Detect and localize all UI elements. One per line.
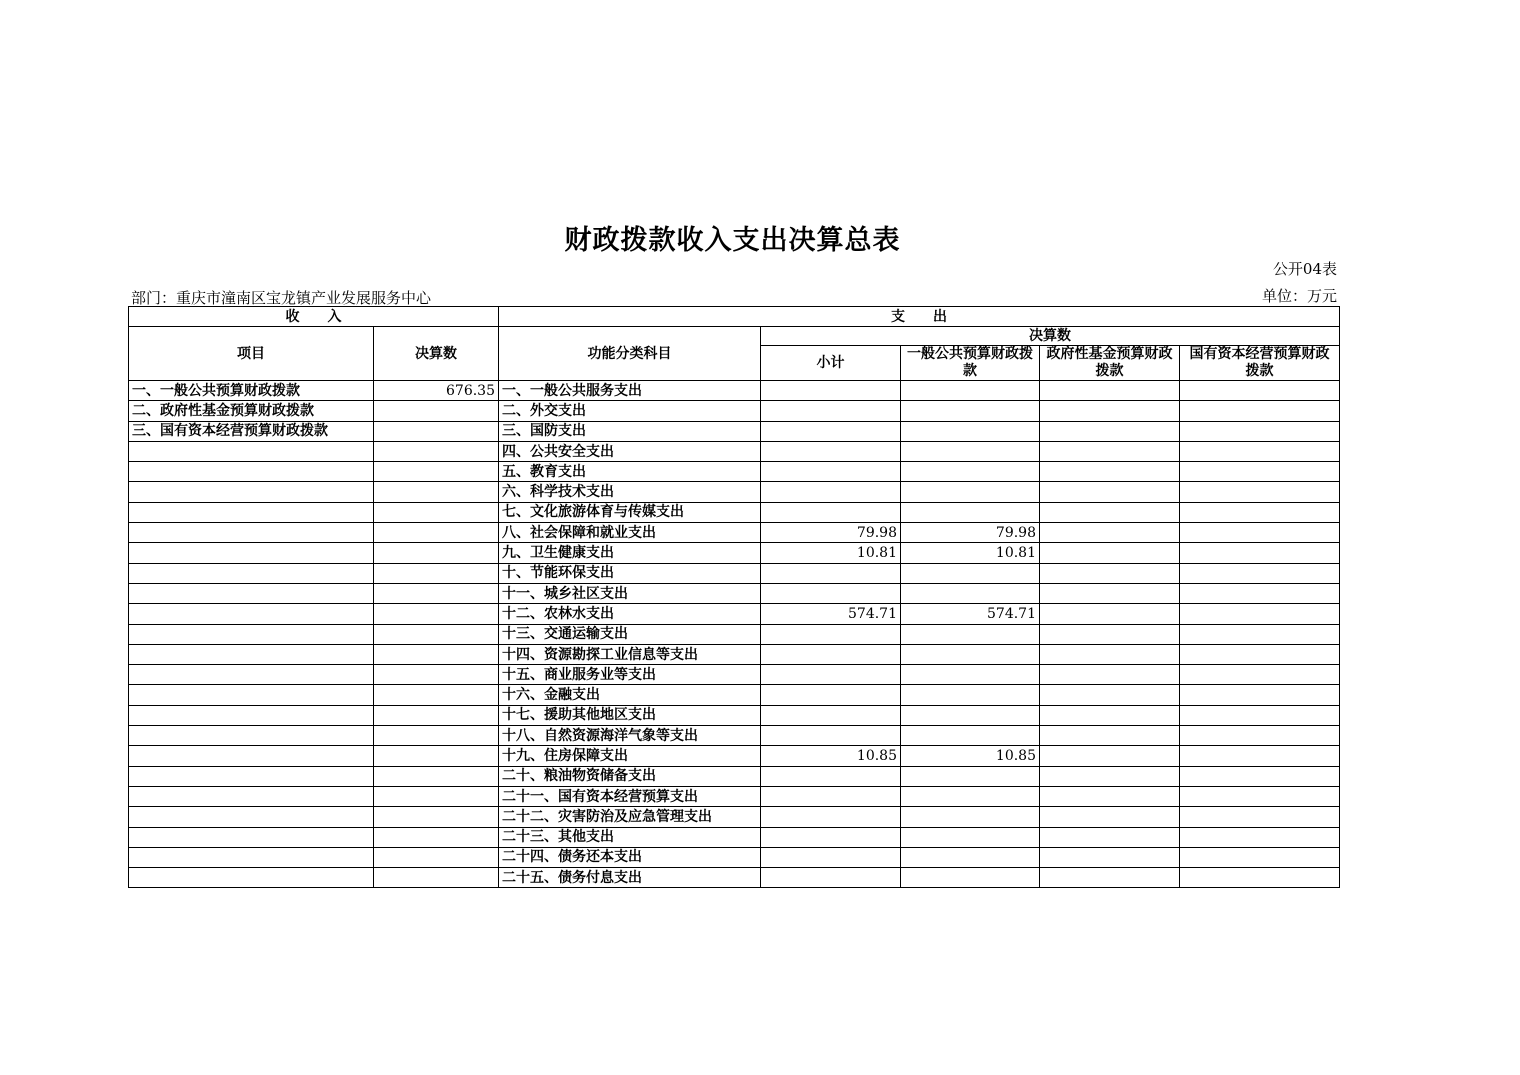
category-cell: 五、教育支出 (499, 462, 761, 482)
state-capital-cell (1180, 847, 1340, 867)
general-budget-cell (901, 381, 1040, 401)
subtotal-cell (761, 644, 901, 664)
state-capital-cell (1180, 827, 1340, 847)
subtotal-cell (761, 868, 901, 888)
general-budget-cell (901, 726, 1040, 746)
state-capital-cell (1180, 421, 1340, 441)
table-row (129, 827, 1340, 847)
subtotal-cell (761, 401, 901, 421)
item-cell (129, 482, 374, 502)
category-cell: 十八、自然资源海洋气象等支出 (499, 726, 761, 746)
amount-cell: 676.35 (374, 381, 499, 401)
subtotal-cell: 10.85 (761, 746, 901, 766)
gov-fund-cell (1040, 644, 1180, 664)
subtotal-cell (761, 381, 901, 401)
gov-fund-cell (1040, 482, 1180, 502)
budget-table (128, 306, 1340, 888)
gov-fund-cell (1040, 563, 1180, 583)
amount-cell (374, 462, 499, 482)
income-header: 收 入 (129, 307, 499, 327)
page-title: 财政拨款收入支出决算总表 (564, 225, 901, 256)
subtotal-cell (761, 766, 901, 786)
state-capital-cell (1180, 604, 1340, 624)
general-budget-cell: 79.98 (901, 523, 1040, 543)
subtotal-cell (761, 563, 901, 583)
category-cell: 十二、农林水支出 (499, 604, 761, 624)
subtotal-cell (761, 482, 901, 502)
state-capital-cell (1180, 381, 1340, 401)
subtotal-cell (761, 583, 901, 603)
table-row (129, 726, 1340, 746)
item-cell (129, 868, 374, 888)
category-cell: 四、公共安全支出 (499, 441, 761, 461)
gov-fund-cell (1040, 624, 1180, 644)
state-capital-cell (1180, 482, 1340, 502)
category-cell: 十五、商业服务业等支出 (499, 665, 761, 685)
state-capital-cell (1180, 766, 1340, 786)
gov-fund-cell (1040, 726, 1180, 746)
table-row (129, 868, 1340, 888)
gov-fund-cell (1040, 786, 1180, 806)
amount-cell (374, 786, 499, 806)
subtotal-cell (761, 502, 901, 522)
state-capital-cell (1180, 786, 1340, 806)
category-cell: 八、社会保障和就业支出 (499, 523, 761, 543)
subtotal-header: 小计 (761, 346, 901, 381)
category-cell: 九、卫生健康支出 (499, 543, 761, 563)
table-row (129, 543, 1340, 563)
category-cell: 十六、金融支出 (499, 685, 761, 705)
general-budget-cell (901, 441, 1040, 461)
table-row (129, 705, 1340, 725)
unit-label: 单位：万元 (1261, 287, 1337, 305)
state-capital-cell (1180, 441, 1340, 461)
gov-fund-cell (1040, 665, 1180, 685)
table-row (129, 766, 1340, 786)
item-cell (129, 726, 374, 746)
gov-fund-cell (1040, 401, 1180, 421)
gov-fund-cell (1040, 847, 1180, 867)
item-cell (129, 665, 374, 685)
subtotal-cell: 79.98 (761, 523, 901, 543)
general-budget-header: 一般公共预算财政拨款 (901, 346, 1040, 381)
subtotal-cell (761, 441, 901, 461)
state-capital-header: 国有资本经营预算财政拨款 (1180, 346, 1340, 381)
general-budget-cell (901, 827, 1040, 847)
final-amount-header: 决算数 (374, 327, 499, 381)
item-header: 项目 (129, 327, 374, 381)
general-budget-cell (901, 644, 1040, 664)
amount-cell (374, 543, 499, 563)
amount-cell (374, 847, 499, 867)
item-cell (129, 847, 374, 867)
header-row-2 (129, 327, 1340, 346)
table-row (129, 502, 1340, 522)
amount-cell (374, 523, 499, 543)
item-cell (129, 523, 374, 543)
category-cell: 十七、援助其他地区支出 (499, 705, 761, 725)
item-cell (129, 502, 374, 522)
state-capital-cell (1180, 644, 1340, 664)
gov-fund-cell (1040, 543, 1180, 563)
amount-cell (374, 563, 499, 583)
subtotal-cell (761, 847, 901, 867)
category-cell: 十、节能环保支出 (499, 563, 761, 583)
amount-cell (374, 868, 499, 888)
general-budget-cell: 10.85 (901, 746, 1040, 766)
amount-cell (374, 421, 499, 441)
subtotal-cell (761, 421, 901, 441)
table-row (129, 786, 1340, 806)
gov-fund-cell (1040, 807, 1180, 827)
amount-cell (374, 746, 499, 766)
item-cell: 一、一般公共预算财政拨款 (129, 381, 374, 401)
state-capital-cell (1180, 462, 1340, 482)
category-cell: 二十三、其他支出 (499, 827, 761, 847)
amount-cell (374, 685, 499, 705)
general-budget-cell (901, 624, 1040, 644)
amount-cell (374, 665, 499, 685)
category-cell: 七、文化旅游体育与传媒支出 (499, 502, 761, 522)
amount-cell (374, 624, 499, 644)
table-row (129, 462, 1340, 482)
amount-cell (374, 441, 499, 461)
table-row (129, 563, 1340, 583)
gov-fund-header: 政府性基金预算财政拨款 (1040, 346, 1180, 381)
item-cell (129, 644, 374, 664)
amount-cell (374, 766, 499, 786)
gov-fund-cell (1040, 583, 1180, 603)
gov-fund-cell (1040, 868, 1180, 888)
amount-cell (374, 482, 499, 502)
gov-fund-cell (1040, 705, 1180, 725)
state-capital-cell (1180, 726, 1340, 746)
table-row (129, 807, 1340, 827)
table-row (129, 441, 1340, 461)
table-row (129, 847, 1340, 867)
gov-fund-cell (1040, 746, 1180, 766)
state-capital-cell (1180, 523, 1340, 543)
table-row (129, 665, 1340, 685)
state-capital-cell (1180, 746, 1340, 766)
item-cell (129, 563, 374, 583)
state-capital-cell (1180, 583, 1340, 603)
general-budget-cell (901, 786, 1040, 806)
category-cell: 二、外交支出 (499, 401, 761, 421)
gov-fund-cell (1040, 604, 1180, 624)
category-cell: 三、国防支出 (499, 421, 761, 441)
category-cell: 一、一般公共服务支出 (499, 381, 761, 401)
expense-header: 支 出 (499, 307, 1340, 327)
item-cell (129, 746, 374, 766)
state-capital-cell (1180, 807, 1340, 827)
table-row (129, 482, 1340, 502)
table-row (129, 401, 1340, 421)
subtotal-cell (761, 827, 901, 847)
category-cell: 二十一、国有资本经营预算支出 (499, 786, 761, 806)
table-row (129, 685, 1340, 705)
gov-fund-cell (1040, 766, 1180, 786)
general-budget-cell (901, 847, 1040, 867)
item-cell (129, 583, 374, 603)
function-category-header: 功能分类科目 (499, 327, 761, 381)
gov-fund-cell (1040, 685, 1180, 705)
subtotal-cell (761, 685, 901, 705)
department-label: 部门：重庆市潼南区宝龙镇产业发展服务中心 (131, 289, 432, 307)
item-cell (129, 766, 374, 786)
gov-fund-cell (1040, 502, 1180, 522)
subtotal-cell (761, 624, 901, 644)
table-row (129, 746, 1340, 766)
amount-cell (374, 827, 499, 847)
state-capital-cell (1180, 665, 1340, 685)
amount-cell (374, 705, 499, 725)
general-budget-cell (901, 502, 1040, 522)
state-capital-cell (1180, 502, 1340, 522)
state-capital-cell (1180, 685, 1340, 705)
general-budget-cell (901, 807, 1040, 827)
item-cell: 三、国有资本经营预算财政拨款 (129, 421, 374, 441)
general-budget-cell (901, 462, 1040, 482)
amount-cell (374, 401, 499, 421)
subtotal-cell (761, 807, 901, 827)
amount-cell (374, 726, 499, 746)
state-capital-cell (1180, 563, 1340, 583)
state-capital-cell (1180, 624, 1340, 644)
state-capital-cell (1180, 705, 1340, 725)
category-cell: 十四、资源勘探工业信息等支出 (499, 644, 761, 664)
state-capital-cell (1180, 868, 1340, 888)
subtotal-cell: 10.81 (761, 543, 901, 563)
table-row (129, 381, 1340, 401)
item-cell (129, 624, 374, 644)
amount-cell (374, 502, 499, 522)
subtotal-cell (761, 462, 901, 482)
category-cell: 十九、住房保障支出 (499, 746, 761, 766)
item-cell (129, 462, 374, 482)
item-cell (129, 441, 374, 461)
category-cell: 二十、粮油物资储备支出 (499, 766, 761, 786)
category-cell: 六、科学技术支出 (499, 482, 761, 502)
general-budget-cell (901, 563, 1040, 583)
subtotal-cell: 574.71 (761, 604, 901, 624)
amount-cell (374, 604, 499, 624)
general-budget-cell (901, 868, 1040, 888)
amount-cell (374, 807, 499, 827)
general-budget-cell (901, 482, 1040, 502)
form-number: 公开04表 (1272, 260, 1337, 278)
category-cell: 二十二、灾害防治及应急管理支出 (499, 807, 761, 827)
header-row-1 (129, 307, 1340, 327)
gov-fund-cell (1040, 421, 1180, 441)
gov-fund-cell (1040, 381, 1180, 401)
table-row (129, 604, 1340, 624)
item-cell (129, 827, 374, 847)
subtotal-cell (761, 726, 901, 746)
state-capital-cell (1180, 401, 1340, 421)
table-row (129, 523, 1340, 543)
gov-fund-cell (1040, 441, 1180, 461)
general-budget-cell (901, 665, 1040, 685)
item-cell (129, 604, 374, 624)
general-budget-cell (901, 421, 1040, 441)
item-cell (129, 705, 374, 725)
item-cell (129, 807, 374, 827)
category-cell: 二十四、债务还本支出 (499, 847, 761, 867)
subtotal-cell (761, 705, 901, 725)
final-amount-group-header: 决算数 (761, 327, 1340, 346)
table-row (129, 644, 1340, 664)
table-row (129, 624, 1340, 644)
item-cell (129, 685, 374, 705)
general-budget-cell: 574.71 (901, 604, 1040, 624)
general-budget-cell (901, 705, 1040, 725)
subtotal-cell (761, 665, 901, 685)
item-cell (129, 786, 374, 806)
general-budget-cell (901, 583, 1040, 603)
general-budget-cell (901, 401, 1040, 421)
subtotal-cell (761, 786, 901, 806)
amount-cell (374, 644, 499, 664)
state-capital-cell (1180, 543, 1340, 563)
table-row (129, 421, 1340, 441)
table-row (129, 583, 1340, 603)
general-budget-cell: 10.81 (901, 543, 1040, 563)
amount-cell (374, 583, 499, 603)
general-budget-cell (901, 766, 1040, 786)
gov-fund-cell (1040, 462, 1180, 482)
category-cell: 十一、城乡社区支出 (499, 583, 761, 603)
item-cell (129, 543, 374, 563)
gov-fund-cell (1040, 523, 1180, 543)
category-cell: 二十五、债务付息支出 (499, 868, 761, 888)
item-cell: 二、政府性基金预算财政拨款 (129, 401, 374, 421)
general-budget-cell (901, 685, 1040, 705)
gov-fund-cell (1040, 827, 1180, 847)
category-cell: 十三、交通运输支出 (499, 624, 761, 644)
